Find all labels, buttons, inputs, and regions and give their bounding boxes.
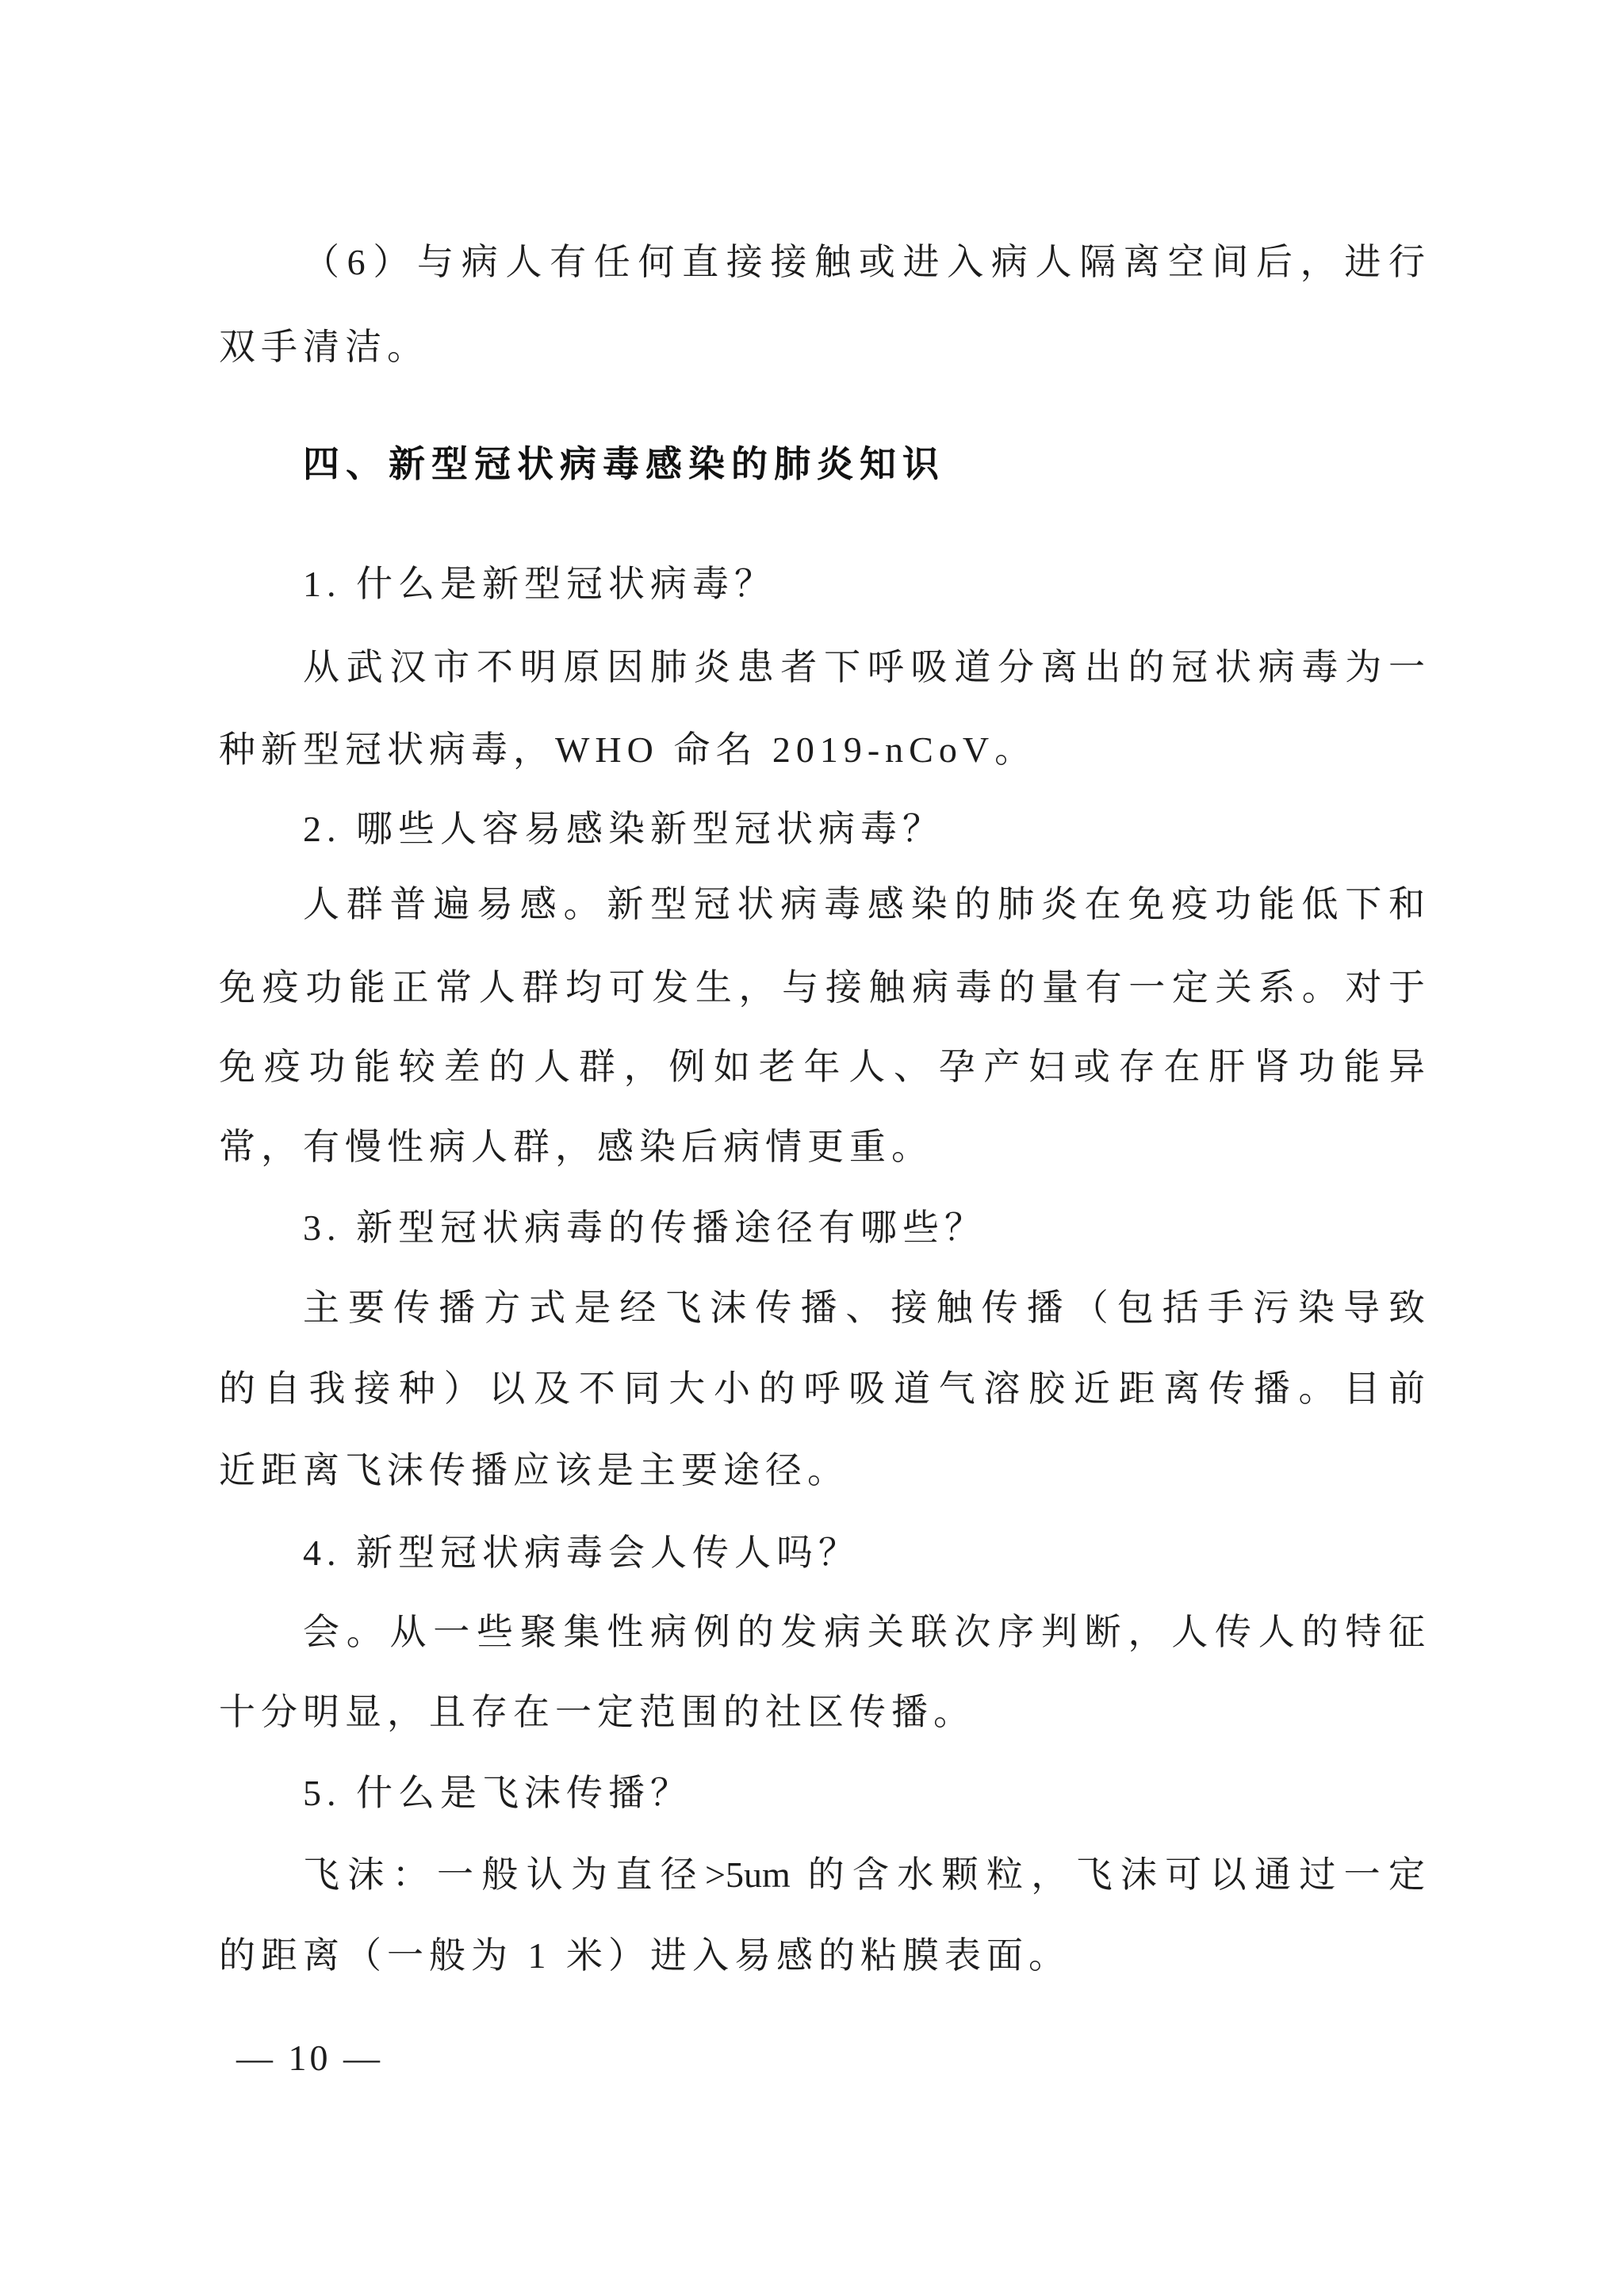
page-number: — 10 — [236, 2038, 383, 2078]
answer-2-line-3: 免疫功能较差的人群，例如老年人、孕产妇或存在肝肾功能异 [219, 1047, 1425, 1087]
question-4: 4. 新型冠状病毒会人传人吗？ [303, 1533, 860, 1573]
answer-2-line-1: 人群普遍易感。新型冠状病毒感染的肺炎在免疫功能低下和 [303, 884, 1425, 924]
answer-2-line-2: 免疫功能正常人群均可发生，与接触病毒的量有一定关系。对于 [219, 967, 1425, 1008]
answer-4-line-2: 十分明显，且存在一定范围的社区传播。 [219, 1692, 975, 1732]
answer-3-line-3: 近距离飞沫传播应该是主要途径。 [219, 1450, 849, 1490]
section-heading: 四、新型冠状病毒感染的肺炎知识 [303, 442, 945, 485]
question-3: 3. 新型冠状病毒的传播途径有哪些？ [303, 1207, 986, 1248]
answer-3-line-1: 主要传播方式是经飞沫传播、接触传播（包括手污染导致 [303, 1288, 1425, 1328]
answer-5-line-2: 的距离（一般为 1 米）进入易感的粘膜表面。 [219, 1935, 1071, 1976]
answer-1-line-2: 种新型冠状病毒，WHO 命名 2019-nCoV。 [219, 729, 1037, 770]
question-2: 2. 哪些人容易感染新型冠状病毒？ [303, 809, 944, 849]
question-5: 5. 什么是飞沫传播？ [303, 1773, 692, 1813]
answer-4-line-1: 会。从一些聚集性病例的发病关联次序判断，人传人的特征 [303, 1612, 1425, 1652]
answer-2-line-4: 常，有慢性病人群，感染后病情更重。 [219, 1127, 933, 1167]
item-6-line-2: 双手清洁。 [219, 327, 429, 367]
answer-3-line-2: 的自我接种）以及不同大小的呼吸道气溶胶近距离传播。目前 [219, 1368, 1425, 1409]
answer-5-line-1: 飞沫：一般认为直径>5um 的含水颗粒，飞沫可以通过一定 [303, 1854, 1425, 1895]
item-6-line-1: （6）与病人有任何直接接触或进入病人隔离空间后，进行 [303, 242, 1425, 282]
answer-1-line-1: 从武汉市不明原因肺炎患者下呼吸道分离出的冠状病毒为一 [303, 647, 1425, 687]
question-1: 1. 什么是新型冠状病毒？ [303, 564, 776, 604]
